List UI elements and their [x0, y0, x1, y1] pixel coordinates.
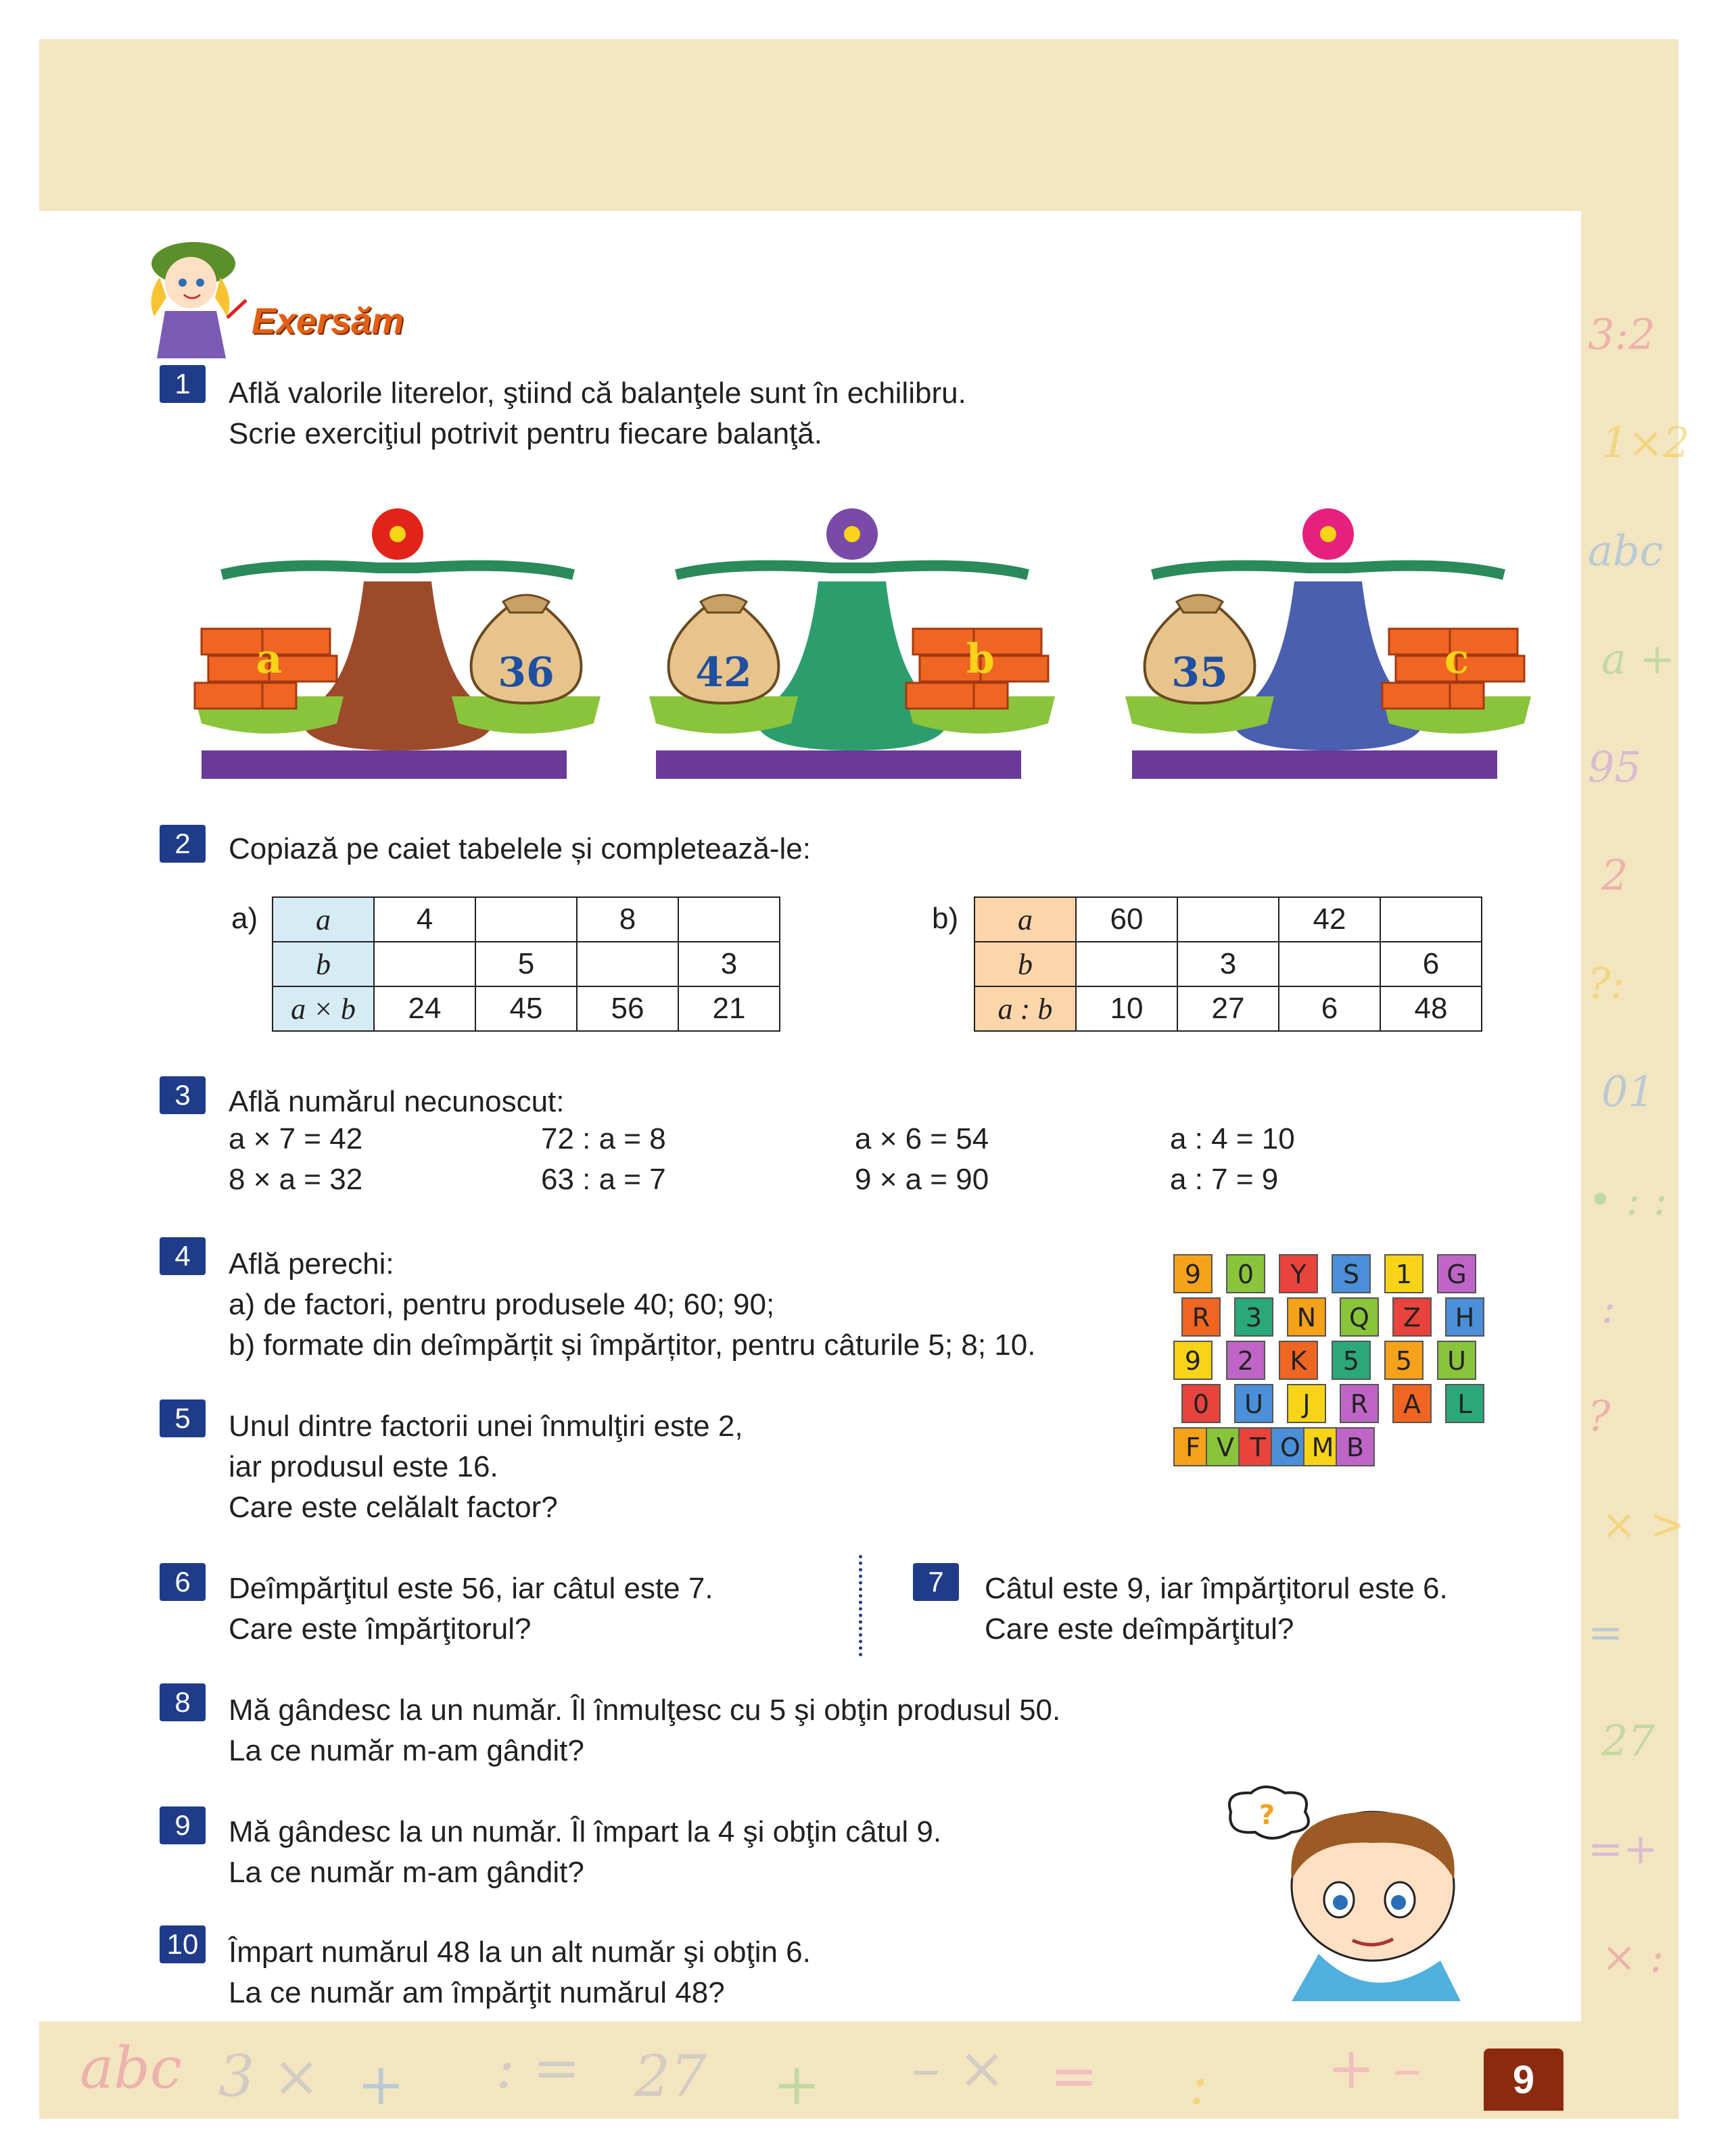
table-row [974, 942, 1482, 986]
thinking-boy-illustration [1217, 1785, 1488, 2001]
table-cell [1076, 942, 1177, 986]
table-cell: 42 [1279, 897, 1380, 942]
block-letter: Z [1403, 1303, 1421, 1333]
exercise-number: 8 [160, 1683, 206, 1721]
block-letter: U [1244, 1389, 1263, 1419]
decorative-math-glyph: : [1189, 2051, 1208, 2117]
decorative-math-glyph: abc [80, 2035, 182, 2101]
exercise-number: 5 [160, 1399, 206, 1437]
decorative-math-glyph: 3:2 [1588, 310, 1655, 359]
table-cell: 10 [1076, 986, 1177, 1031]
balance-scale [1112, 494, 1545, 791]
decorative-math-glyph: ?: [1588, 959, 1625, 1008]
table-cell: 24 [374, 986, 475, 1031]
decorative-math-glyph: 3 × [218, 2043, 321, 2109]
block-letter: 5 [1342, 1346, 1360, 1376]
equation: a : 4 = 10 [1170, 1122, 1295, 1155]
decorative-math-glyph: × > [1601, 1500, 1685, 1549]
decorative-math-glyph: 1×2 [1601, 418, 1690, 467]
table-cell [1279, 942, 1380, 986]
table-division [974, 896, 1482, 1032]
decorative-math-glyph: • : : [1588, 1175, 1668, 1224]
exercise-number: 9 [160, 1806, 206, 1844]
decorative-math-glyph: – × [912, 2035, 1006, 2101]
block-letter: K [1290, 1346, 1307, 1376]
block-letter: O [1280, 1433, 1300, 1462]
decorative-math-glyph: + [773, 2051, 821, 2117]
decorative-math-glyph: = [1050, 2043, 1098, 2109]
table-cell: 4 [374, 897, 475, 942]
equation: a × 6 = 54 [855, 1122, 989, 1155]
table-label: a) [231, 902, 258, 935]
table-row-header: a [974, 897, 1076, 942]
table-row [974, 986, 1482, 1031]
exercise-text-line: La ce număr am împărţit numărul 48? [229, 1976, 725, 2009]
question-mark-icon: ? [1259, 1800, 1275, 1831]
decorative-math-glyph: : = [496, 2035, 581, 2101]
table-row [273, 942, 780, 986]
decorative-math-glyph: 01 [1601, 1067, 1655, 1116]
table-label: b) [932, 902, 959, 935]
exercise-number: 10 [160, 1925, 206, 1963]
table-cell: 8 [577, 897, 678, 942]
block-letter: B [1346, 1433, 1365, 1462]
block-letter: 3 [1245, 1303, 1263, 1333]
table-cell [1380, 897, 1482, 942]
exercise-number: 3 [160, 1076, 206, 1114]
table-cell: 21 [678, 986, 780, 1031]
block-letter: A [1403, 1389, 1421, 1419]
decorative-math-glyph: abc [1588, 526, 1664, 575]
table-cell: 27 [1177, 986, 1279, 1031]
table-row [974, 897, 1482, 942]
block-letter: Q [1349, 1303, 1369, 1333]
exercise-text-line: Copiază pe caiet tabelele și completează-le: [229, 832, 811, 865]
balance-left-value: a [256, 636, 283, 683]
equation: a : 7 = 9 [1170, 1163, 1279, 1196]
decorative-math-glyph: =+ [1588, 1824, 1658, 1873]
exercise-number: 1 [160, 365, 206, 403]
decorative-math-glyph: 27 [1601, 1716, 1655, 1765]
block-letter: 9 [1184, 1260, 1202, 1289]
decorative-math-glyph: = [1588, 1608, 1623, 1657]
letter-blocks-illustration [1167, 1241, 1505, 1478]
exercise-text-line: La ce număr m-am gândit? [229, 1734, 584, 1767]
exercise-text-line: Câtul este 9, iar împărţitorul este 6. [985, 1572, 1448, 1605]
table-cell: 5 [475, 942, 577, 986]
balance-left-value: 35 [1171, 649, 1228, 696]
table-cell: 3 [678, 942, 780, 986]
table-cell: 6 [1279, 986, 1380, 1031]
block-letter: 0 [1192, 1389, 1210, 1419]
block-letter: H [1455, 1303, 1475, 1333]
equation: 8 × a = 32 [229, 1163, 363, 1196]
table-cell [1177, 897, 1279, 942]
exercise-text-line: Scrie exerciţiul potrivit pentru fiecare balanţă. [229, 417, 822, 450]
exercise-text-line: Care este împărţitorul? [229, 1612, 532, 1646]
table-cell: 6 [1380, 942, 1482, 986]
exercise-text-line: La ce număr m-am gândit? [229, 1856, 584, 1889]
table-cell: 45 [475, 986, 577, 1031]
exercise-text-line: Mă gândesc la un număr. Îl împart la 4 şi obţin câtul 9. [229, 1815, 942, 1848]
decorative-math-glyph: 2 [1601, 851, 1628, 900]
exercise-text-line: Mă gândesc la un număr. Îl înmulţesc cu 5 şi obţin produsul 50. [229, 1694, 1061, 1727]
exercise-text-line: b) formate din deîmpărțit și împărțitor, pentru câturile 5; 8; 10. [229, 1328, 1036, 1362]
table-cell [475, 897, 577, 942]
decorative-math-glyph: + – [1327, 2035, 1422, 2101]
exercise-number: 2 [160, 825, 206, 863]
block-letter: G [1446, 1260, 1467, 1289]
block-letter: V [1217, 1433, 1234, 1462]
exercise-text-line: Află perechi: [229, 1247, 394, 1280]
exercise-text-line: Care este celălalt factor? [229, 1491, 558, 1524]
table-cell [577, 942, 678, 986]
exercise-text-line: a) de factori, pentru produsele 40; 60; 90; [229, 1288, 775, 1321]
exercise-text-line: iar produsul este 16. [229, 1450, 498, 1483]
block-letter: R [1350, 1389, 1369, 1419]
decorative-math-glyph: 95 [1588, 742, 1641, 792]
table-cell: 48 [1380, 986, 1482, 1031]
exercise-text-line: Împart numărul 48 la un alt număr şi obţin 6. [229, 1936, 811, 1969]
exercise-number: 6 [160, 1563, 206, 1601]
table-row-header: a : b [974, 986, 1076, 1031]
decorative-math-glyph: 27 [634, 2043, 707, 2109]
equation: 63 : a = 7 [541, 1163, 666, 1196]
exercise-text-line: Care este deîmpărţitul? [985, 1612, 1294, 1646]
exercise-text-line: Află valorile literelor, ştiind că balanţele sunt în echilibru. [229, 377, 966, 410]
decorative-math-glyph: : [1601, 1283, 1616, 1333]
balance-right-value: 36 [498, 649, 555, 696]
table-row-header: b [273, 942, 374, 986]
block-letter: 5 [1395, 1346, 1413, 1376]
table-cell [678, 897, 780, 942]
balance-scale [636, 494, 1068, 791]
block-letter: J [1302, 1389, 1311, 1419]
block-letter: R [1192, 1303, 1210, 1333]
exercise-text-line: Află numărul necunoscut: [229, 1085, 565, 1118]
equation: 9 × a = 90 [855, 1163, 989, 1196]
equation: a × 7 = 42 [229, 1122, 363, 1155]
block-letter: F [1185, 1433, 1200, 1462]
decorative-math-glyph: ? [1588, 1391, 1611, 1441]
exercise-text-line: Unul dintre factorii unei înmulţiri este 2, [229, 1410, 743, 1443]
table-cell: 3 [1177, 942, 1279, 986]
page-header-band [39, 39, 1678, 211]
table-cell [374, 942, 475, 986]
table-row-header: b [974, 942, 1076, 986]
balance-right-value: c [1444, 636, 1469, 683]
column-divider [859, 1555, 862, 1656]
equation: 72 : a = 8 [541, 1122, 666, 1155]
block-letter: 2 [1237, 1346, 1254, 1376]
decorative-math-glyph: a + [1601, 634, 1675, 684]
page-number: 9 [1484, 2049, 1563, 2111]
section-title: Exersăm [252, 301, 404, 341]
page-side-band [1581, 39, 1690, 2054]
table-cell: 56 [577, 986, 678, 1031]
block-letter: 1 [1395, 1260, 1413, 1289]
exercise-number: 7 [913, 1563, 959, 1601]
block-letter: Y [1290, 1260, 1307, 1289]
girl-illustration [133, 230, 248, 365]
balance-scale [181, 494, 614, 791]
table-multiplication [272, 896, 780, 1032]
exercise-number: 4 [160, 1237, 206, 1275]
balance-right-value: b [966, 636, 995, 683]
block-letter: N [1296, 1303, 1317, 1333]
table-row [273, 897, 780, 942]
block-letter: S [1342, 1260, 1360, 1289]
block-letter: 9 [1184, 1346, 1202, 1376]
exercise-text-line: Deîmpărţitul este 56, iar câtul este 7. [229, 1572, 713, 1605]
block-letter: 0 [1237, 1260, 1254, 1289]
table-row [273, 986, 780, 1031]
table-cell: 60 [1076, 897, 1177, 942]
block-letter: M [1311, 1433, 1334, 1462]
block-letter: L [1457, 1389, 1472, 1419]
block-letter: U [1447, 1346, 1466, 1376]
table-row-header: a × b [273, 986, 374, 1031]
block-letter: T [1250, 1433, 1266, 1462]
table-row-header: a [273, 897, 374, 942]
decorative-math-glyph: + [357, 2051, 405, 2117]
balance-left-value: 42 [695, 649, 752, 696]
page-footer-band [39, 2021, 1678, 2119]
decorative-math-glyph: × : [1601, 1932, 1664, 1982]
